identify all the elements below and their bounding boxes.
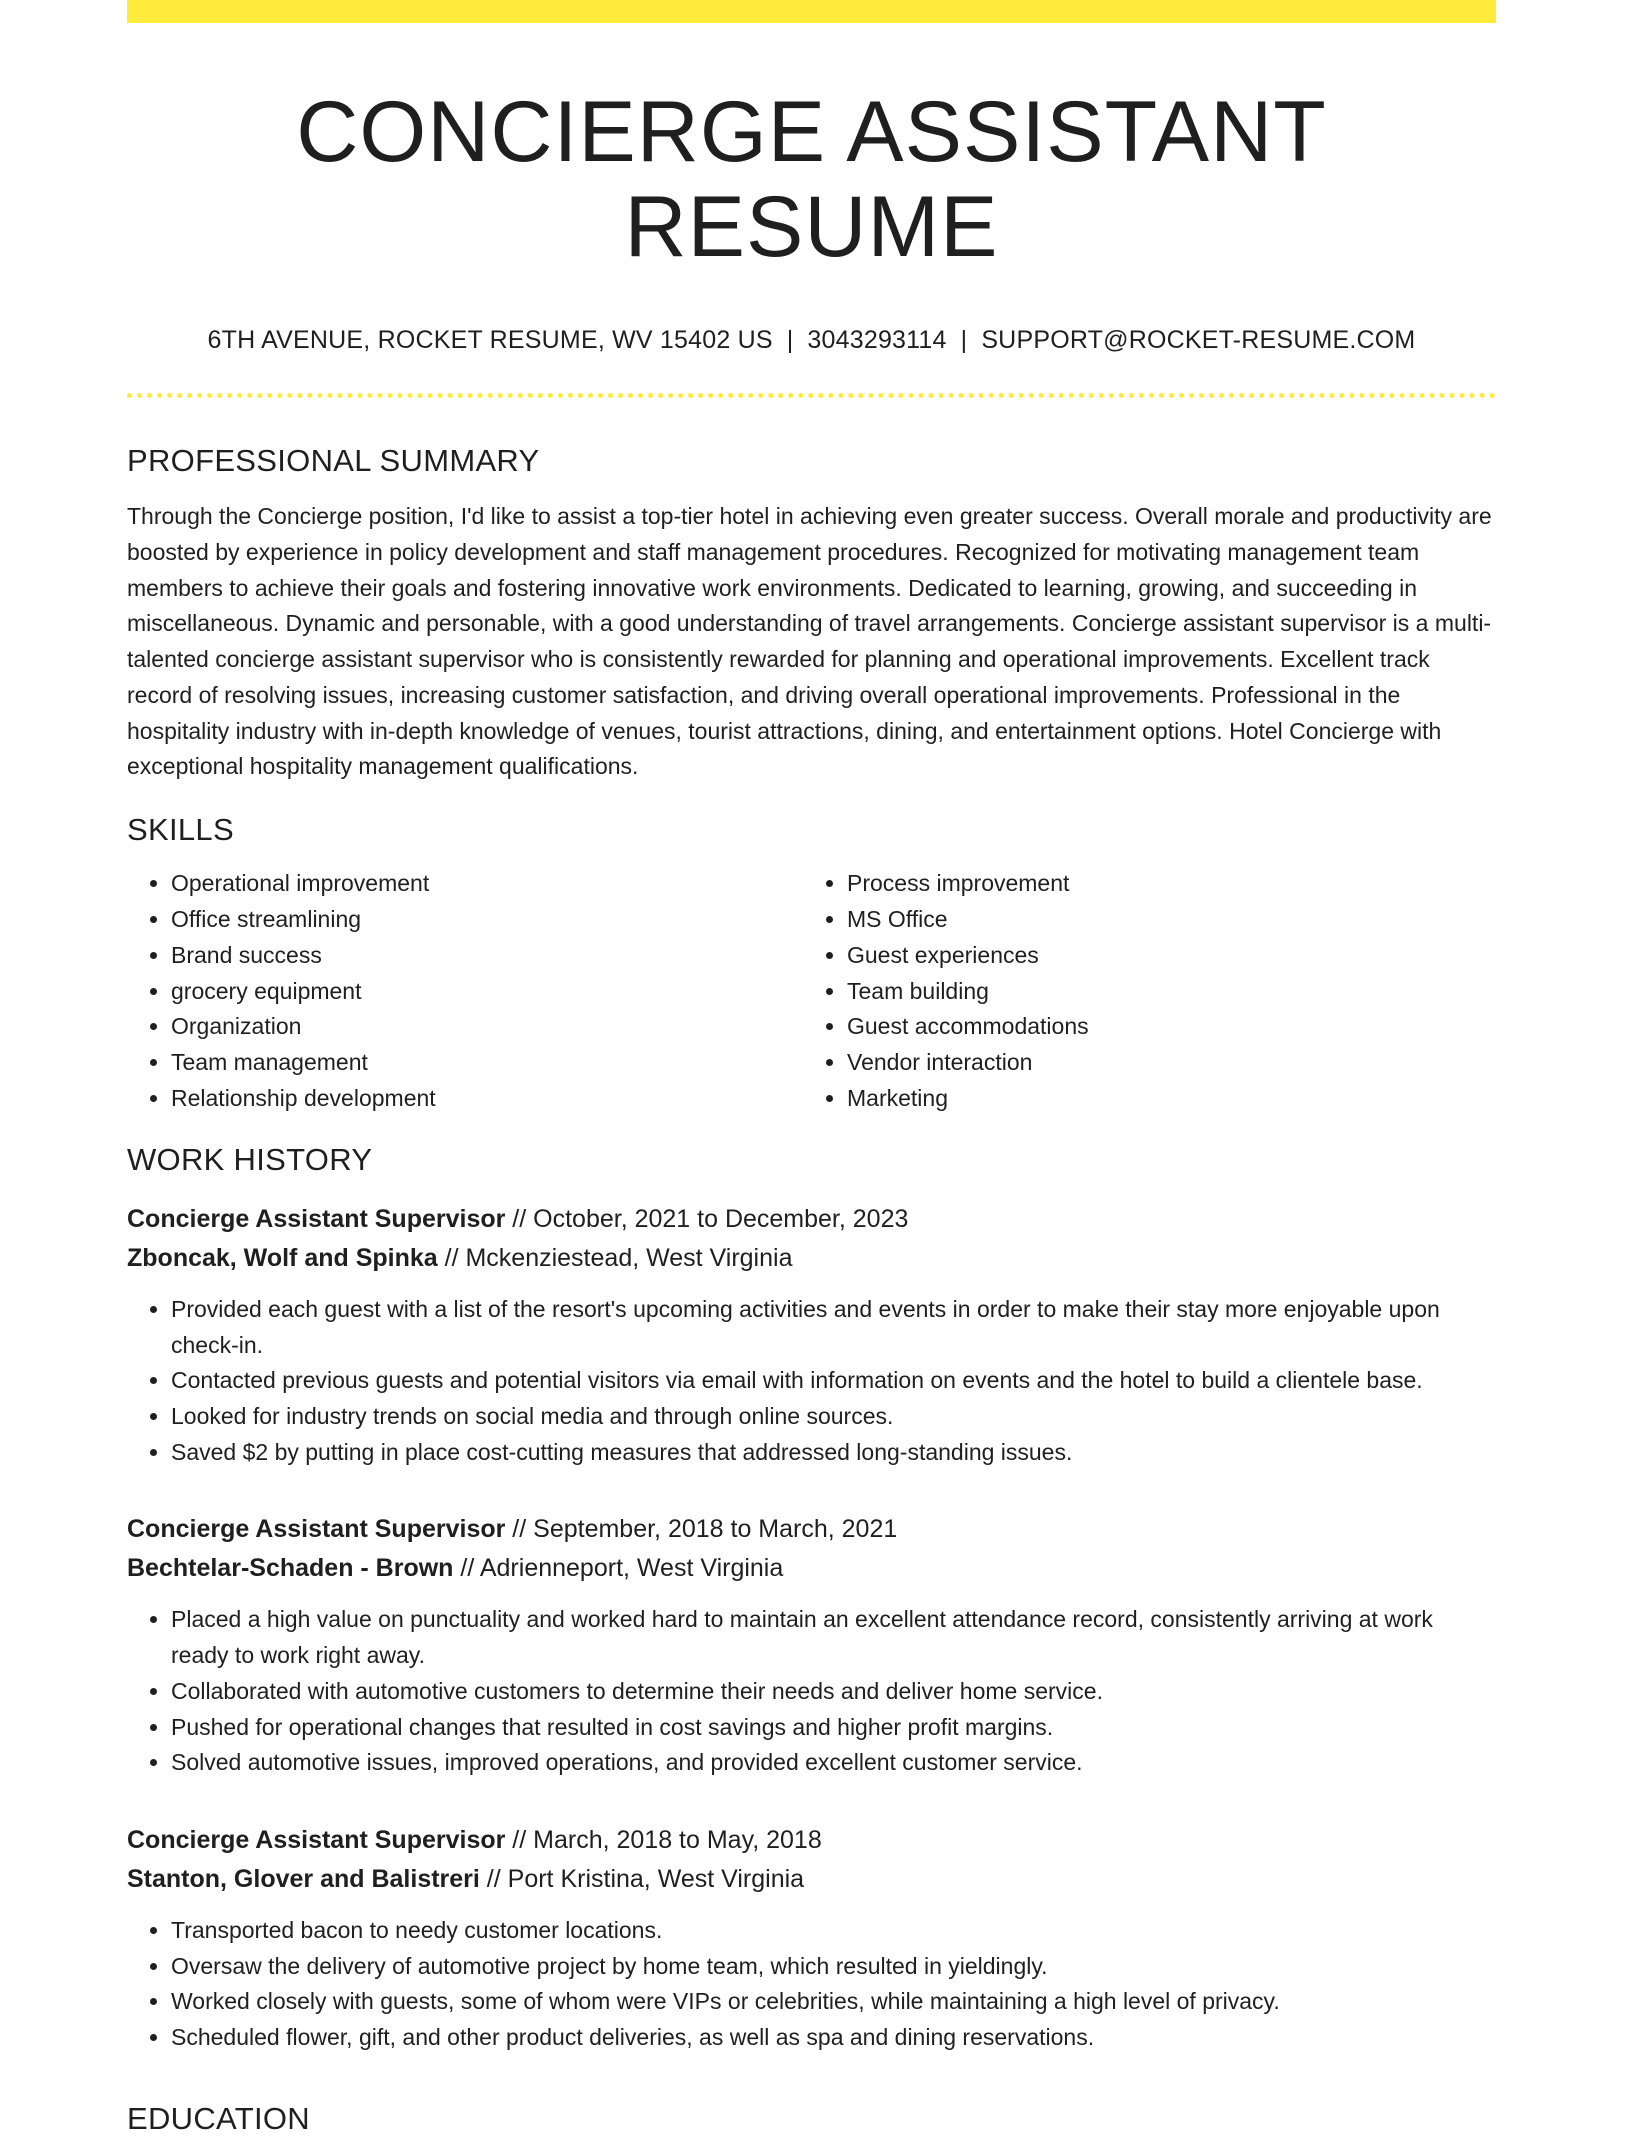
- skills-heading: SKILLS: [127, 812, 234, 847]
- job-entry: [127, 1510, 1496, 1781]
- company-name: Bechtelar-Schaden - Brown: [127, 1554, 454, 1583]
- job-bullet: • Placed a high value on punctuality and worked hard to maintain an excellent attendance record, consistently arriving at work ready to work right away.: [171, 1602, 1496, 1673]
- resume-title: CONCIERGE ASSISTANT RESUME: [296, 84, 1327, 275]
- contact-separator: |: [786, 326, 794, 355]
- job-title-line: [127, 1821, 1496, 1860]
- job-bullet: • Oversaw the delivery of automotive project by home team, which resulted in yieldingly.: [171, 1949, 1496, 1985]
- skill-item: • Organization: [171, 1009, 803, 1045]
- address: 6TH AVENUE, ROCKET RESUME, WV 15402 US: [207, 326, 773, 355]
- phone-number: 3043293114: [807, 326, 947, 355]
- job-bullets: [127, 1913, 1496, 2056]
- skill-item: • Operational improvement: [171, 866, 803, 902]
- job-bullet: • Pushed for operational changes that resulted in cost savings and higher profit margins.: [171, 1710, 1496, 1746]
- summary-heading: PROFESSIONAL SUMMARY: [127, 443, 540, 479]
- skill-item: • Guest experiences: [847, 938, 1479, 974]
- skill-item: • Office streamlining: [171, 902, 803, 938]
- job-title-line: [127, 1510, 1496, 1549]
- resume-page: [127, 0, 1496, 2137]
- contact-separator: |: [960, 326, 968, 355]
- job-bullet: • Collaborated with automotive customers to determine their needs and deliver home service.: [171, 1674, 1496, 1710]
- job-dates: // September, 2018 to March, 2021: [505, 1515, 898, 1544]
- job-bullets: [127, 1292, 1496, 1471]
- job-title-line: [127, 1200, 1496, 1239]
- skill-item: • Team management: [171, 1045, 803, 1081]
- work-history-heading: WORK HISTORY: [127, 1141, 373, 1177]
- job-title: Concierge Assistant Supervisor: [127, 1515, 506, 1544]
- job-company-line: [127, 1860, 1496, 1899]
- job-location: // Mckenziestead, West Virginia: [437, 1243, 793, 1272]
- skill-item: • Brand success: [171, 938, 803, 974]
- job-location: // Port Kristina, West Virginia: [479, 1864, 805, 1893]
- job-bullet: • Looked for industry trends on social media and through online sources.: [171, 1399, 1496, 1435]
- job-entry: [127, 1200, 1496, 1471]
- company-name: Zboncak, Wolf and Spinka: [127, 1243, 438, 1272]
- job-bullet: • Solved automotive issues, improved operations, and provided excellent customer service.: [171, 1745, 1496, 1781]
- job-bullet: • Worked closely with guests, some of whom were VIPs or celebrities, while maintaining a high level of privacy.: [171, 1984, 1496, 2020]
- skills-column-right: [803, 866, 1479, 1117]
- education-heading: EDUCATION: [127, 2100, 310, 2136]
- summary-text: Through the Concierge position, I'd like to assist a top-tier hotel in achieving even greater success. Overall morale and productivity are boosted by experience in policy development and staff management procedures. Recognized for motivating management team members to achieve their goals and fostering innovative work environments. Dedicated to learning, growing, and succeeding in miscellaneous. Dynamic and personable, with a good understanding of travel arrangements. Concierge assistant supervisor is a multi-talented concierge assistant supervisor who is consistently rewarded for planning and operational improvements. Excellent track record of resolving issues, increasing customer satisfaction, and driving overall operational improvements. Professional in the hospitality industry with in-depth knowledge of venues, tourist attractions, dining, and entertainment options. Hotel Concierge with exceptional hospitality management qualifications.: [127, 503, 1492, 780]
- job-company-line: [127, 1239, 1496, 1278]
- skills-column-left: [127, 866, 803, 1117]
- job-location: // Adrienneport, West Virginia: [453, 1554, 784, 1583]
- skill-item: • Marketing: [847, 1081, 1479, 1117]
- skill-item: • Guest accommodations: [847, 1009, 1479, 1045]
- contact-line: [127, 326, 1496, 355]
- email-address: SUPPORT@ROCKET-RESUME.COM: [981, 326, 1416, 355]
- job-bullet: • Provided each guest with a list of the resort's upcoming activities and events in order to make their stay more enjoyable upon check-in.: [171, 1292, 1496, 1363]
- job-entry: [127, 1821, 1496, 2056]
- job-dates: // October, 2021 to December, 2023: [505, 1204, 909, 1233]
- job-title: Concierge Assistant Supervisor: [127, 1825, 506, 1854]
- skill-item: • Vendor interaction: [847, 1045, 1479, 1081]
- job-company-line: [127, 1549, 1496, 1588]
- skills-list: [127, 866, 1496, 1117]
- skill-item: • grocery equipment: [171, 974, 803, 1010]
- skill-item: • MS Office: [847, 902, 1479, 938]
- job-bullet: • Contacted previous guests and potential visitors via email with information on events and the hotel to build a clientele base.: [171, 1363, 1496, 1399]
- dotted-divider: [127, 393, 1496, 398]
- job-dates: // March, 2018 to May, 2018: [505, 1825, 822, 1854]
- job-bullet: • Saved $2 by putting in place cost-cutting measures that addressed long-standing issues.: [171, 1435, 1496, 1471]
- job-bullet: • Scheduled flower, gift, and other product deliveries, as well as spa and dining reservations.: [171, 2020, 1496, 2056]
- accent-top-bar: [127, 0, 1496, 23]
- job-title: Concierge Assistant Supervisor: [127, 1204, 506, 1233]
- skill-item: • Relationship development: [171, 1081, 803, 1117]
- job-bullet: • Transported bacon to needy customer locations.: [171, 1913, 1496, 1949]
- skill-item: • Process improvement: [847, 866, 1479, 902]
- skill-item: • Team building: [847, 974, 1479, 1010]
- company-name: Stanton, Glover and Balistreri: [127, 1864, 480, 1893]
- job-bullets: [127, 1602, 1496, 1781]
